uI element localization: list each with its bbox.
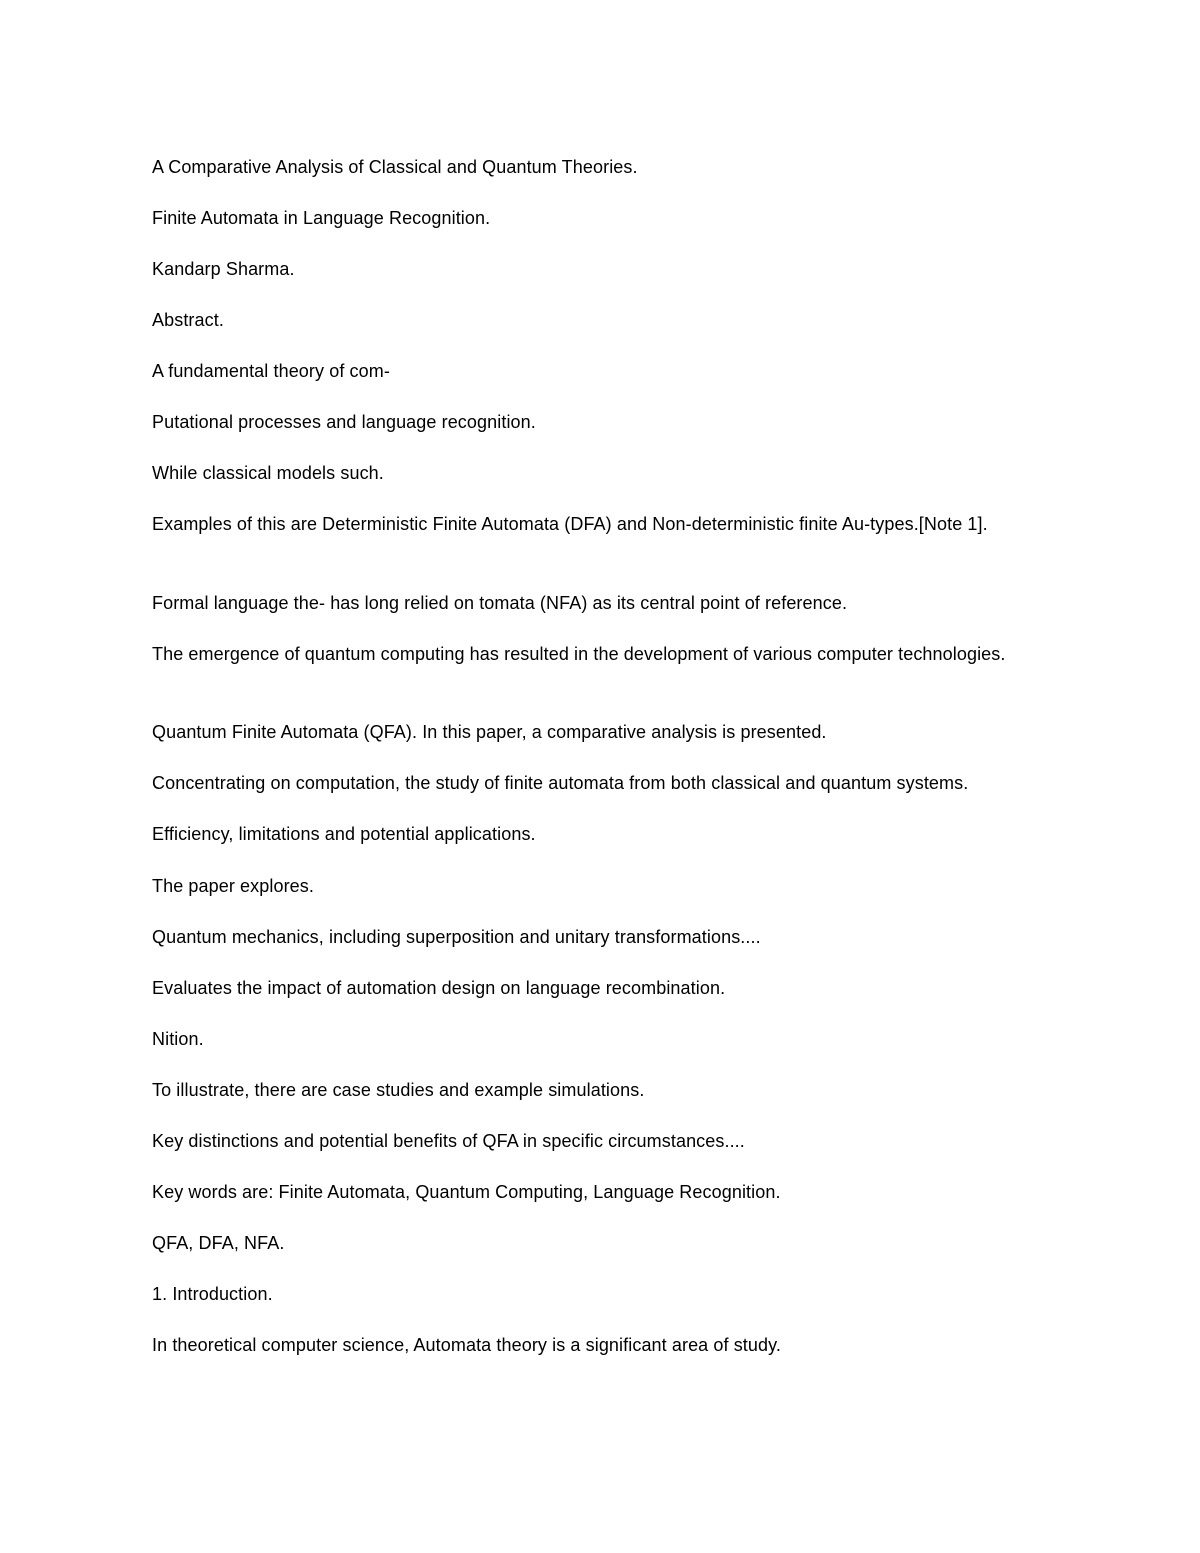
abstract-heading: Abstract. bbox=[152, 310, 224, 330]
paragraph: Evaluates the impact of automation design on language recombination. bbox=[152, 978, 726, 998]
paragraph: While classical models such. bbox=[152, 463, 384, 483]
keywords-line: Key words are: Finite Automata, Quantum Computing, Language Recognition. bbox=[152, 1182, 781, 1202]
paragraph: To illustrate, there are case studies and example simulations. bbox=[152, 1080, 645, 1100]
paragraph: Key distinctions and potential benefits of QFA in specific circumstances.... bbox=[152, 1131, 745, 1151]
paragraph: Quantum Finite Automata (QFA). In this paper, a comparative analysis is presented. bbox=[152, 722, 827, 742]
document-title: A Comparative Analysis of Classical and Quantum Theories. bbox=[152, 157, 638, 177]
paragraph: Nition. bbox=[152, 1029, 204, 1049]
paragraph: The paper explores. bbox=[152, 876, 314, 896]
document-subtitle: Finite Automata in Language Recognition. bbox=[152, 208, 491, 228]
paragraph: Formal language the- has long relied on tomata (NFA) as its central point of reference. bbox=[152, 593, 848, 613]
paragraph: Concentrating on computation, the study of finite automata from both classical and quantum systems. bbox=[152, 773, 969, 793]
intro-paragraph: In theoretical computer science, Automata theory is a significant area of study. bbox=[152, 1335, 781, 1355]
paragraph: Efficiency, limitations and potential applications. bbox=[152, 824, 536, 844]
section-heading: 1. Introduction. bbox=[152, 1284, 273, 1304]
paragraph: A fundamental theory of com- bbox=[152, 361, 390, 381]
author-name: Kandarp Sharma. bbox=[152, 259, 295, 279]
paragraph: Quantum mechanics, including superposition and unitary transformations.... bbox=[152, 927, 761, 947]
paragraph: Examples of this are Deterministic Finite Automata (DFA) and Non-deterministic finite Au-types.[Note 1]. bbox=[152, 514, 988, 534]
paragraph: The emergence of quantum computing has resulted in the development of various computer technologies. bbox=[152, 644, 1006, 664]
keywords-line: QFA, DFA, NFA. bbox=[152, 1233, 285, 1253]
paragraph: Putational processes and language recognition. bbox=[152, 412, 536, 432]
